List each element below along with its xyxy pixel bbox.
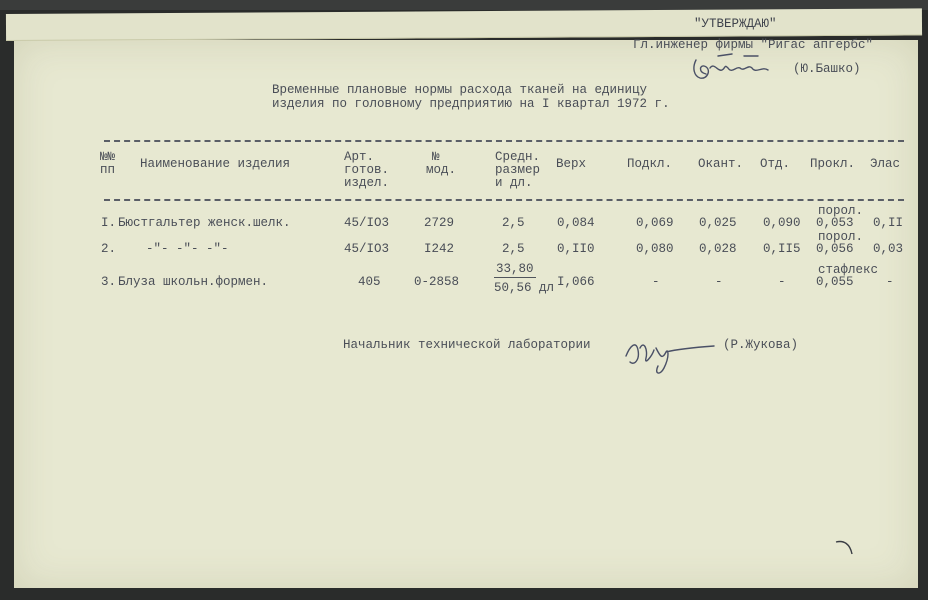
row1-lining: 0,069 — [636, 216, 674, 230]
row2-finish: 0,II5 — [763, 242, 801, 256]
table-top-rule — [104, 140, 904, 142]
header-name: Наименование изделия — [140, 157, 291, 171]
row3-size-bottom: 50,56 дл — [494, 281, 555, 295]
header-lining: Подкл. — [627, 157, 673, 171]
header-model-line2: мод. — [426, 163, 457, 177]
row1-art: 45/IO3 — [344, 216, 390, 230]
header-interlining: Прокл. — [810, 157, 856, 171]
row2-interlining-note: порол. — [818, 230, 864, 244]
footer-position: Начальник технической лаборатории — [343, 338, 591, 352]
header-top: Верх — [556, 157, 587, 171]
document-title-line1: Временные плановые нормы расхода тканей на единицу — [272, 83, 648, 97]
document-sheet — [14, 40, 918, 588]
row3-size-fraction-line — [494, 277, 536, 278]
row2-edging: 0,028 — [699, 242, 737, 256]
row3-num: 3. — [101, 275, 117, 289]
row2-top: 0,II0 — [557, 242, 595, 256]
row3-size-top: 33,80 — [496, 262, 534, 276]
row2-model: I242 — [424, 242, 455, 256]
approval-position: Гл.инженер фирмы "Ригас апгербс" — [633, 38, 874, 52]
header-art-line1: Арт. — [344, 150, 375, 164]
row3-interlining: 0,055 — [816, 275, 854, 289]
header-art-line3: издел. — [344, 176, 390, 190]
row3-finish: - — [778, 275, 786, 289]
header-num-line2: пп — [100, 163, 116, 177]
row2-art: 45/IO3 — [344, 242, 390, 256]
row3-edging: - — [715, 275, 723, 289]
header-elastic: Элас — [870, 157, 901, 171]
footer-name: (Р.Жукова) — [723, 338, 799, 352]
header-art-line2: готов. — [344, 163, 390, 177]
approval-name: (Ю.Башко) — [793, 62, 861, 76]
row3-interlining-note: стафлекс — [818, 263, 879, 277]
row2-num: 2. — [101, 242, 117, 256]
approval-stamp: "УТВЕРЖДАЮ" — [694, 17, 777, 31]
row1-size: 2,5 — [502, 216, 525, 230]
row3-top: I,066 — [557, 275, 595, 289]
pencil-mark — [834, 538, 856, 556]
row3-elastic: - — [886, 275, 894, 289]
row1-elastic: 0,II — [873, 216, 904, 230]
row2-interlining: 0,056 — [816, 242, 854, 256]
row3-name: Блуза школьн.формен. — [118, 275, 269, 289]
row2-lining: 0,080 — [636, 242, 674, 256]
header-size-line3: и дл. — [495, 176, 533, 190]
row2-elastic: 0,03 — [873, 242, 904, 256]
row2-size: 2,5 — [502, 242, 525, 256]
row1-interlining: 0,053 — [816, 216, 854, 230]
row1-edging: 0,025 — [699, 216, 737, 230]
row3-model: 0-2858 — [414, 275, 460, 289]
document-title-line2: изделия по головному предприятию на I квартал 1972 г. — [272, 97, 670, 111]
row3-art: 405 — [358, 275, 381, 289]
header-edging: Окант. — [698, 157, 744, 171]
row3-lining: - — [652, 275, 660, 289]
row1-name: Бюстгальтер женск.шелк. — [118, 216, 291, 230]
header-finish: Отд. — [760, 157, 791, 171]
footer-signature — [616, 326, 720, 378]
header-size-line2: размер — [495, 163, 541, 177]
header-num-line1: №№ — [100, 150, 116, 164]
folded-top-strip — [6, 8, 922, 41]
row1-model: 2729 — [424, 216, 455, 230]
row2-name: -"- -"- -"- — [146, 242, 229, 256]
row1-top: 0,084 — [557, 216, 595, 230]
row1-interlining-note: порол. — [818, 204, 864, 218]
approval-signature — [688, 50, 784, 84]
row1-num: I. — [101, 216, 117, 230]
header-model-line1: № — [432, 150, 440, 164]
row1-finish: 0,090 — [763, 216, 801, 230]
table-header-rule — [104, 199, 904, 201]
header-size-line1: Средн. — [495, 150, 541, 164]
